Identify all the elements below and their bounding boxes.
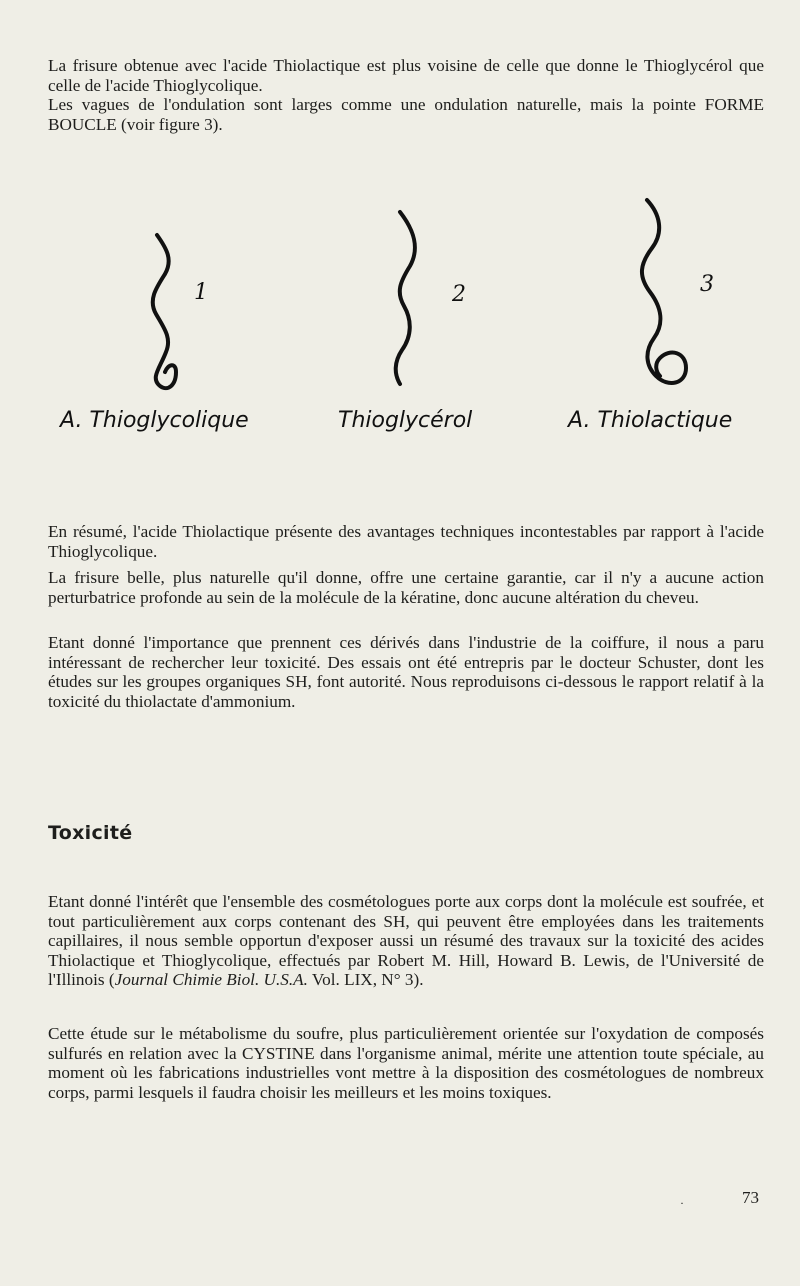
hair-curl-figure [0,0,800,460]
intro-paragraph-1: La frisure obtenue avec l'acide Thiolactique est plus voisine de celle que donne le Thioglycérol que celle de l'acide Thioglycolique. [48,56,764,95]
caption-thioglycolique: A. Thioglycolique [60,408,249,433]
curl-number-3: 3 [700,272,714,297]
curl-3-drawing [642,200,686,383]
curl-1-drawing [153,235,176,388]
summary-paragraph-3: Etant donné l'importance que prennent ces dérivés dans l'industrie de la coiffure, il nous a paru intéressant de rechercher leur toxicité. Des essais ont été entrepris par le docteur Schuster, dont les études sur les groupes organiques SH, font autorité. Nous reproduisons ci-dessous le rapport relatif à la toxicité du thiolactate d'ammonium. [48,633,764,711]
caption-thioglycerol: Thioglycérol [338,408,473,433]
intro-paragraph-2: Les vagues de l'ondulation sont larges comme une ondulation naturelle, mais la pointe FORME BOUCLE (voir figure 3). [48,95,764,134]
curl-2-drawing [396,212,415,384]
caption-thiolactique: A. Thiolactique [568,408,733,433]
toxicity-paragraph-1 [48,892,764,990]
journal-citation: Journal Chimie Biol. U.S.A. [114,970,308,990]
curl-number-1: 1 [194,280,208,305]
page-number: 73 [742,1188,759,1207]
curl-number-2: 2 [452,282,466,307]
section-heading-toxicite: Toxicité [48,822,133,844]
toxicity-paragraph-1-text: Etant donné l'intérêt que l'ensemble des cosmétologues porte aux corps dont la molécule est soufrée, et tout particulièrement aux corps contenant des SH, qui peuvent être employées dans les traitements capillaires, il nous semble opportun d'exposer aussi un résumé des travaux sur la toxicité des acides Thiolactique et Thioglycolique, effectués par Robert M. Hill, Howard B. Lewis, de l'Université de l'Illinois ( [48,892,764,990]
toxicity-paragraph-1-end: Vol. LIX, N° 3). [307,970,424,990]
summary-paragraph-1: En résumé, l'acide Thiolactique présente des avantages techniques incontestables par rapport à l'acide Thioglycolique. [48,522,764,561]
toxicity-paragraph-2: Cette étude sur le métabolisme du soufre, plus particulièrement orientée sur l'oxydation de composés sulfurés en relation avec la CYSTINE dans l'organisme animal, mérite une attention toute spéciale, au moment où les fabrications industrielles vont mettre à la disposition des cosmétologues de nombreux corps, parmi lesquels il faudra choisir les meilleurs et les moins toxiques. [48,1024,764,1102]
stray-mark: · [680,1196,684,1210]
summary-paragraph-2: La frisure belle, plus naturelle qu'il donne, offre une certaine garantie, car il n'y a aucune action perturbatrice profonde au sein de la molécule de la kératine, donc aucune altération du cheveu. [48,568,764,607]
